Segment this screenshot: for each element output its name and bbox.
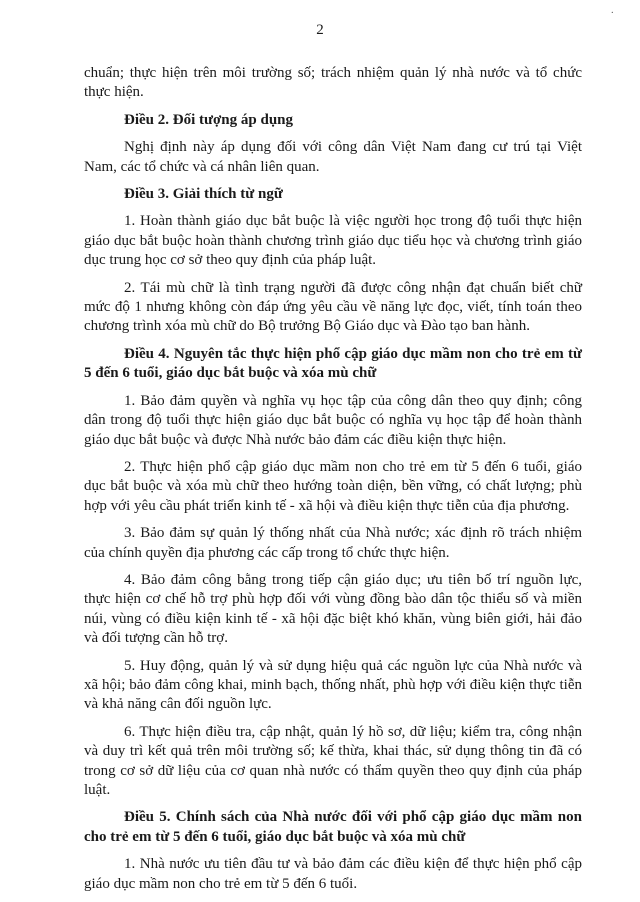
paragraph: 1. Bảo đảm quyền và nghĩa vụ học tập của công dân theo quy định; công dân trong độ tuổi thực hiện giáo dục bắt buộc có nghĩa vụ học tập để hoàn thành giáo dục bắt buộc và được Nhà nước bảo đảm các điều kiện thực hiện.	[84, 392, 582, 448]
paragraph: 6. Thực hiện điều tra, cập nhật, quản lý hồ sơ, dữ liệu; kiểm tra, công nhận và duy trì kết quả trên môi trường số; kế thừa, khai thác, sử dụng thông tin đã có trong cơ sở dữ liệu của cơ quan nhà nước có thẩm quyền theo quy định của pháp luật.	[84, 723, 582, 798]
article-heading: Điều 4. Nguyên tắc thực hiện phổ cập giáo dục mầm non cho trẻ em từ 5 đến 6 tuổi, giáo dục bắt buộc và xóa mù chữ	[84, 345, 582, 382]
article-heading: Điều 3. Giải thích từ ngữ	[124, 186, 283, 203]
paragraph: 3. Bảo đảm sự quản lý thống nhất của Nhà nước; xác định rõ trách nhiệm của chính quyền địa phương các cấp trong tổ chức thực hiện.	[84, 525, 582, 561]
paragraph: Nghị định này áp dụng đối với công dân Việt Nam đang cư trú tại Việt Nam, các tổ chức và cá nhân liên quan.	[84, 139, 582, 175]
page-number: 2	[316, 22, 324, 38]
corner-mark: ·	[610, 8, 614, 19]
paragraph: 2. Thực hiện phổ cập giáo dục mầm non cho trẻ em từ 5 đến 6 tuổi, giáo dục bắt buộc và xóa mù chữ theo hướng toàn diện, bền vững, có chất lượng; phù hợp với yêu cầu phát triển kinh tế - xã hội và điều kiện thực tiễn của địa phương.	[84, 458, 582, 514]
article-heading: Điều 5. Chính sách của Nhà nước đối với phổ cập giáo dục mầm non cho trẻ em từ 5 đến 6 tuổi, giáo dục bắt buộc và xóa mù chữ	[84, 809, 582, 845]
document-body	[84, 64, 582, 902]
paragraph: 1. Hoàn thành giáo dục bắt buộc là việc người học trong độ tuổi thực hiện giáo dục bắt buộc hoàn thành chương trình giáo dục tiểu học và chương trình giáo dục trung học cơ sở theo quy định của pháp luật.	[84, 213, 582, 269]
paragraph: chuẩn; thực hiện trên môi trường số; trách nhiệm quản lý nhà nước và tổ chức thực hiện.	[84, 65, 582, 101]
paragraph: 2. Tái mù chữ là tình trạng người đã được công nhận đạt chuẩn biết chữ mức độ 1 nhưng không còn đáp ứng yêu cầu về năng lực đọc, viết, tính toán theo chương trình xóa mù chữ do Bộ trưởng Bộ Giáo dục và Đào tạo ban hành.	[84, 279, 582, 335]
paragraph: 5. Huy động, quản lý và sử dụng hiệu quả các nguồn lực của Nhà nước và xã hội; bảo đảm công khai, minh bạch, thống nhất, phù hợp với điều kiện thực tiễn và khả năng cân đối nguồn lực.	[84, 657, 582, 713]
article-heading: Điều 2. Đối tượng áp dụng	[124, 111, 294, 128]
paragraph: 1. Nhà nước ưu tiên đầu tư và bảo đảm các điều kiện để thực hiện phổ cập giáo dục mầm non cho trẻ em từ 5 đến 6 tuổi.	[84, 856, 582, 892]
paragraph: 4. Bảo đảm công bằng trong tiếp cận giáo dục; ưu tiên bố trí nguồn lực, thực hiện cơ chế hỗ trợ phù hợp đối với vùng đồng bào dân tộc thiểu số và miền núi, vùng có điều kiện kinh tế - xã hội đặc biệt khó khăn, vùng biên giới, hải đảo và đối tượng cần hỗ trợ.	[84, 571, 582, 647]
